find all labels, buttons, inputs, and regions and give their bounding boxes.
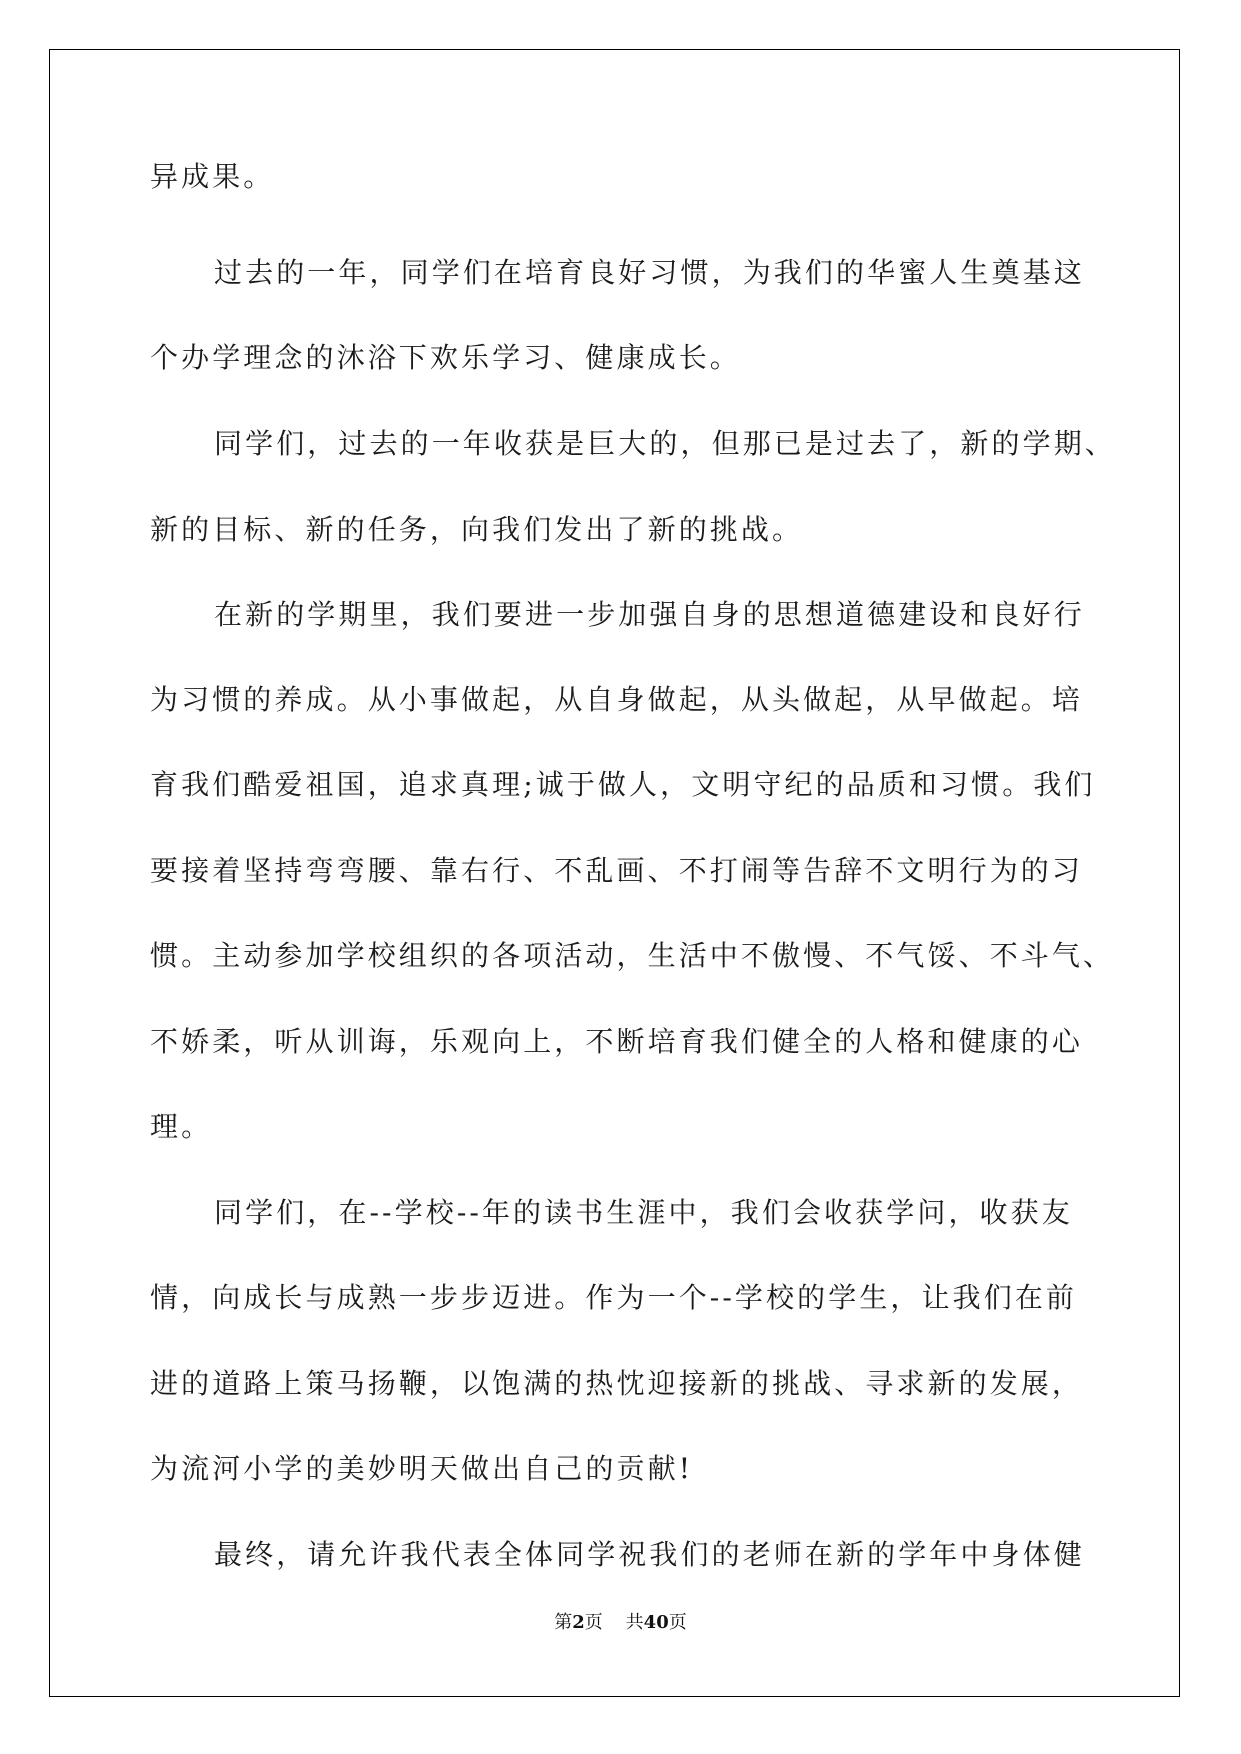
text-line: 要接着坚持弯弯腰、靠右行、不乱画、不打闹等告辞不文明行为的习 bbox=[150, 854, 1084, 887]
page-number: 2 bbox=[572, 1612, 585, 1633]
text-line: 异成果。 bbox=[150, 160, 275, 193]
total-pages: 40 bbox=[643, 1612, 669, 1633]
paragraph-start-line: 同学们，过去的一年收获是巨大的，但那已是过去了，新的学期、 bbox=[214, 427, 1116, 460]
paragraph-start-line: 过去的一年，同学们在培育良好习惯，为我们的华蜜人生奠基这 bbox=[214, 256, 1085, 289]
page-prefix: 第 bbox=[554, 1612, 573, 1633]
text-line: 为流河小学的美妙明天做出自己的贡献! bbox=[150, 1452, 694, 1485]
text-line: 进的道路上策马扬鞭，以饱满的热忱迎接新的挑战、寻求新的发展， bbox=[150, 1367, 1084, 1400]
page-footer bbox=[0, 1611, 1241, 1635]
paragraph-start-line: 最终，请允许我代表全体同学祝我们的老师在新的学年中身体健 bbox=[214, 1538, 1085, 1571]
text-line: 理。 bbox=[150, 1110, 213, 1143]
paragraph-start-line: 同学们，在--学校--年的读书生涯中，我们会收获学问，收获友 bbox=[214, 1196, 1073, 1229]
text-line: 为习惯的养成。从小事做起，从自身做起，从头做起，从早做起。培 bbox=[150, 683, 1084, 716]
text-line: 育我们酷爱祖国，追求真理;诚于做人，文明守纪的品质和习惯。我们 bbox=[150, 768, 1096, 801]
text-line: 个办学理念的沐浴下欢乐学习、健康成长。 bbox=[150, 341, 741, 374]
total-suffix: 页 bbox=[668, 1612, 687, 1633]
paragraph-start-line: 在新的学期里，我们要进一步加强自身的思想道德建设和良好行 bbox=[214, 598, 1085, 631]
text-line: 新的目标、新的任务，向我们发出了新的挑战。 bbox=[150, 513, 804, 546]
text-line: 惯。主动参加学校组织的各项活动，生活中不傲慢、不气馁、不斗气、 bbox=[150, 939, 1115, 972]
total-prefix: 共 bbox=[625, 1612, 644, 1633]
page-suffix: 页 bbox=[584, 1612, 603, 1633]
text-line: 情，向成长与成熟一步步迈进。作为一个--学校的学生，让我们在前 bbox=[150, 1281, 1078, 1314]
text-line: 不娇柔，听从训诲，乐观向上，不断培育我们健全的人格和健康的心 bbox=[150, 1025, 1084, 1058]
